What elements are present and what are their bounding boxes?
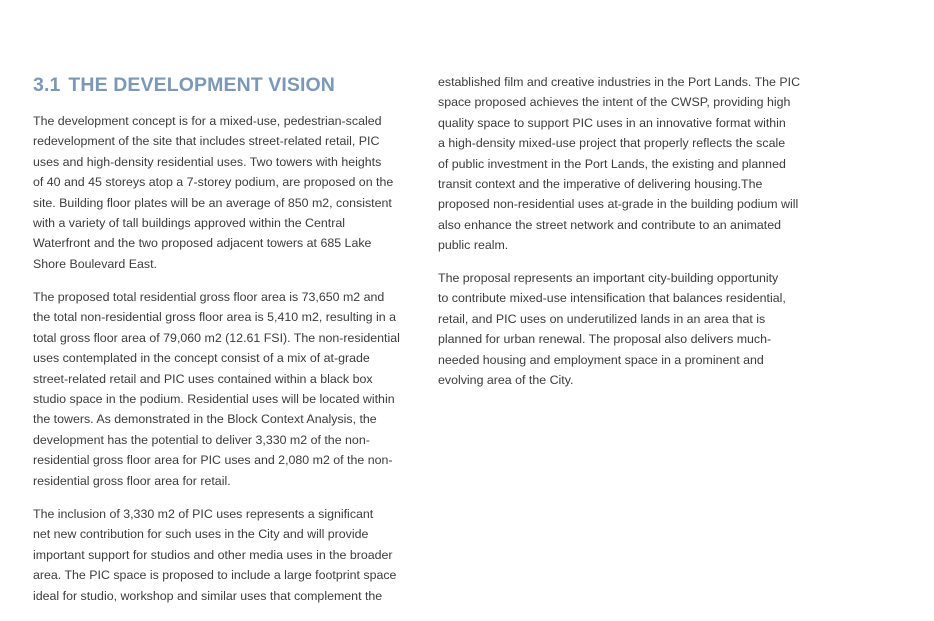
text-line: uses and high-density residential uses. Two towers with heights: [33, 154, 382, 169]
text-line: important support for studios and other media uses in the broader: [33, 547, 393, 562]
text-line: studio space in the podium. Residential uses will be located within: [33, 392, 395, 407]
text-line: also enhance the street network and contribute to an animated: [438, 217, 782, 232]
text-line: redevelopment of the site that includes street-related retail, PIC: [33, 134, 380, 149]
section-number: 3.1: [33, 74, 61, 96]
text-line: area. The PIC space is proposed to include a large footprint space: [33, 568, 397, 583]
text-line: street-related retail and PIC uses contained within a black box: [33, 371, 373, 386]
text-line: site. Building floor plates will be an average of 850 m2, consistent: [33, 195, 392, 210]
text-line: quality space to support PIC uses in an innovative format within: [438, 115, 786, 130]
text-line: established film and creative industries in the Port Lands. The PIC: [438, 75, 801, 89]
text-line: to contribute mixed-use intensification that balances residential,: [438, 291, 786, 306]
text-line: transit context and the imperative of delivering housing.The: [438, 177, 763, 192]
text-line: public realm.: [438, 238, 509, 253]
text-line: residential gross floor area for PIC uses and 2,080 m2 of the non-: [33, 453, 393, 468]
text-line: development has the potential to deliver 3,330 m2 of the non-: [33, 432, 370, 447]
text-line: ideal for studio, workshop and similar uses that complement the: [33, 588, 383, 603]
paragraph-gross-floor-area: [33, 287, 400, 491]
section-title: THE DEVELOPMENT VISION: [68, 74, 335, 96]
paragraph-pic-inclusion: [33, 504, 396, 606]
section-heading: [33, 74, 335, 97]
text-line: The inclusion of 3,330 m2 of PIC uses represents a significant: [33, 507, 374, 521]
text-line: The proposed total residential gross floor area is 73,650 m2 and: [33, 290, 385, 304]
text-line: proposed non-residential uses at-grade in the building podium will: [438, 197, 799, 212]
text-line: The proposal represents an important city-building opportunity: [438, 271, 779, 285]
text-line: retail, and PIC uses on underutilized lands in an area that is: [438, 311, 766, 326]
text-line: the towers. As demonstrated in the Block Context Analysis, the: [33, 412, 377, 427]
text-line: residential gross floor area for retail.: [33, 473, 231, 488]
paragraph-pic-continuation: [438, 72, 800, 256]
text-line: Shore Boulevard East.: [33, 256, 157, 271]
text-line: net new contribution for such uses in the City and will provide: [33, 527, 369, 542]
text-line: total gross floor area of 79,060 m2 (12.61 FSI). The non-residential: [33, 330, 400, 345]
text-line: evolving area of the City.: [438, 373, 574, 388]
text-line: Waterfront and the two proposed adjacent towers at 685 Lake: [33, 236, 372, 251]
text-line: the total non-residential gross floor area is 5,410 m2, resulting in a: [33, 310, 396, 325]
paragraph-development-concept: [33, 111, 393, 274]
text-line: The development concept is for a mixed-use, pedestrian-scaled: [33, 114, 382, 128]
text-line: planned for urban renewal. The proposal also delivers much-: [438, 332, 772, 347]
text-line: of 40 and 45 storeys atop a 7-storey podium, are proposed on the: [33, 175, 394, 190]
text-line: space proposed achieves the intent of the CWSP, providing high: [438, 95, 791, 110]
text-line: of public investment in the Port Lands, the existing and planned: [438, 156, 786, 171]
text-line: with a variety of tall buildings approved within the Central: [33, 216, 345, 231]
text-line: needed housing and employment space in a prominent and: [438, 352, 764, 367]
text-line: uses contemplated in the concept consist of a mix of at-grade: [33, 351, 370, 366]
paragraph-city-building: [438, 268, 786, 390]
text-line: a high-density mixed-use project that properly reflects the scale: [438, 136, 786, 151]
